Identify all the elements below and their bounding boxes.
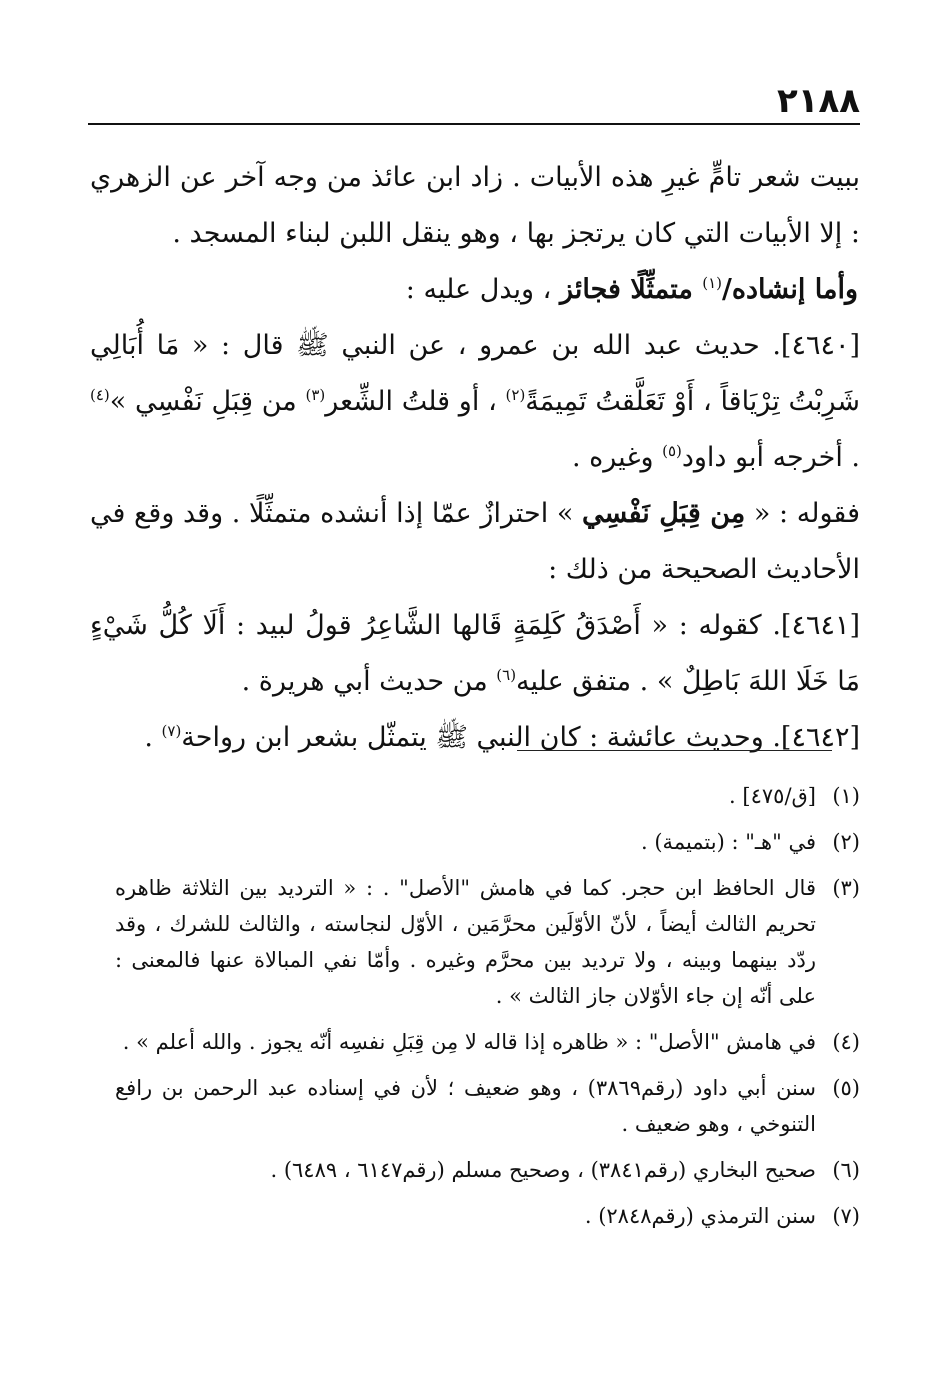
footnote-ref-2: (٢): [505, 386, 526, 404]
footnote-ref-3: (٣): [305, 386, 326, 404]
ruling-bold-b: متمثِّلًا فجائز: [559, 274, 703, 305]
footnote-item: [115, 1152, 860, 1188]
footnote-separator: [517, 750, 832, 751]
footnote-item: [115, 1070, 860, 1142]
hadith-4640-text-d: . أخرجه أبو داود: [681, 442, 860, 473]
hadith-4642-text-a: [٤٦٤٢]. وحديث عائشة : كان النبي ﷺ يتمثّل بشعر ابن رواحة: [181, 722, 860, 753]
commentary-text-b: » احترازٌ عمّا إذا أنشده متمثِّلًا . وقد وقع في الأحاديث الصحيحة من ذلك :: [90, 498, 860, 585]
header-rule: [88, 123, 860, 125]
footnote-number: (٦): [832, 1158, 860, 1182]
hadith-4640: [90, 318, 860, 486]
footnote-number: (٥): [832, 1076, 860, 1100]
footnote-item: [115, 1024, 860, 1060]
footnote-text: صحيح البخاري (رقم٣٨٤١) ، وصحيح مسلم (رقم٦١٤٧ ، ٦٤٨٩) .: [270, 1158, 816, 1182]
main-text: [90, 150, 860, 766]
hadith-4640-text-b: ، أو قلتُ الشِّعر: [325, 386, 506, 417]
hadith-4642: [90, 710, 860, 766]
footnote-ref-5: (٥): [662, 442, 682, 460]
commentary-text-a: فقوله : «: [745, 498, 860, 529]
footnote-item: [115, 778, 860, 814]
footnote-number: (٣): [832, 876, 860, 900]
hadith-4641-text-b: من حديث أبي هريرة .: [241, 666, 497, 697]
footnote-item: [115, 870, 860, 1014]
paragraph-ruling: [90, 262, 860, 318]
footnote-text: في "هـ" : (بتميمة) .: [641, 830, 816, 854]
hadith-4640-text-e: وغيره .: [571, 442, 663, 473]
ruling-bold-a: وأما إنشاده/: [722, 274, 858, 305]
footnote-text: قال الحافظ ابن حجر. كما في هامش "الأصل" . : « الترديد بين الثلاثة ظاهره تحريم الثالث أيضاً ، لأنّ الأوّلَين محرَّمَين ، الأوّل لنجاسته ، والثالث للشرك ، وقد ردّد بينهما وبينه ، ولا ترديد بين محرَّم وغيره . وأمّا نفي المبالاة عنها فالمعنى : على أنّه إن جاء الأوّلان جاز الثالث » .: [115, 876, 816, 1008]
footnote-item: [115, 1198, 860, 1234]
footnote-text: سنن الترمذي (رقم٢٨٤٨) .: [584, 1204, 816, 1228]
footnote-number: (٧): [832, 1204, 860, 1228]
hadith-4641-text-a: [٤٦٤١]. كقوله : « أَصْدَقُ كَلِمَةٍ قَالها الشَّاعِرُ قولُ لبيد : أَلَا كُلُّ شَيْءٍ مَا خَلَا اللهَ بَاطِلٌ » . متفق عليه: [90, 610, 860, 697]
paragraph-intro: ببيت شعر تامٍّ غيرِ هذه الأبيات . زاد ابن عائذ من وجه آخر عن الزهري : إلا الأبيات التي كان يرتجز بها ، وهو ينقل اللبن لبناء المسجد .: [90, 162, 860, 249]
hadith-4642-text-b: .: [144, 722, 162, 753]
page-number: ٢١٨٨: [776, 81, 860, 121]
footnote-text: في هامش "الأصل" : « ظاهره إذا قاله لا مِن قِبَلِ نفسِه أنّه يجوز . والله أعلم » .: [122, 1030, 816, 1054]
footnote-ref-4: (٤): [90, 386, 110, 404]
hadith-4641: [90, 598, 860, 710]
footnote-ref-6: (٦): [496, 666, 517, 684]
footnote-number: (٤): [832, 1030, 860, 1054]
paragraph-commentary: [90, 486, 860, 598]
footnotes: [115, 778, 860, 1244]
hadith-4640-text-c: من قِبَلِ نَفْسِي »: [109, 386, 306, 417]
footnote-text: سنن أبي داود (رقم٣٨٦٩) ، وهو ضعيف ؛ لأن في إسناده عبد الرحمن بن رافع التنوخي ، وهو ضعيف .: [115, 1076, 816, 1136]
footnote-number: (١): [832, 784, 860, 808]
hadith-4640-text-a: [٤٦٤٠]. حديث عبد الله بن عمرو ، عن النبي ﷺ قال : « مَا أُبَالِي شَرِبْتُ تِرْيَاقاً ، أَوْ تَعَلَّقتُ تَمِيمَةً: [90, 330, 861, 417]
footnote-ref-7: (٧): [161, 722, 182, 740]
footnote-ref-1: (١): [702, 274, 722, 292]
ruling-rest: ، ويدل عليه :: [405, 274, 560, 305]
footnote-item: [115, 824, 860, 860]
footnote-number: (٢): [832, 830, 860, 854]
commentary-bold: مِن قِبَلِ نَفْسِي: [582, 498, 746, 529]
footnote-text: [ق/٤٧٥] .: [729, 784, 816, 808]
